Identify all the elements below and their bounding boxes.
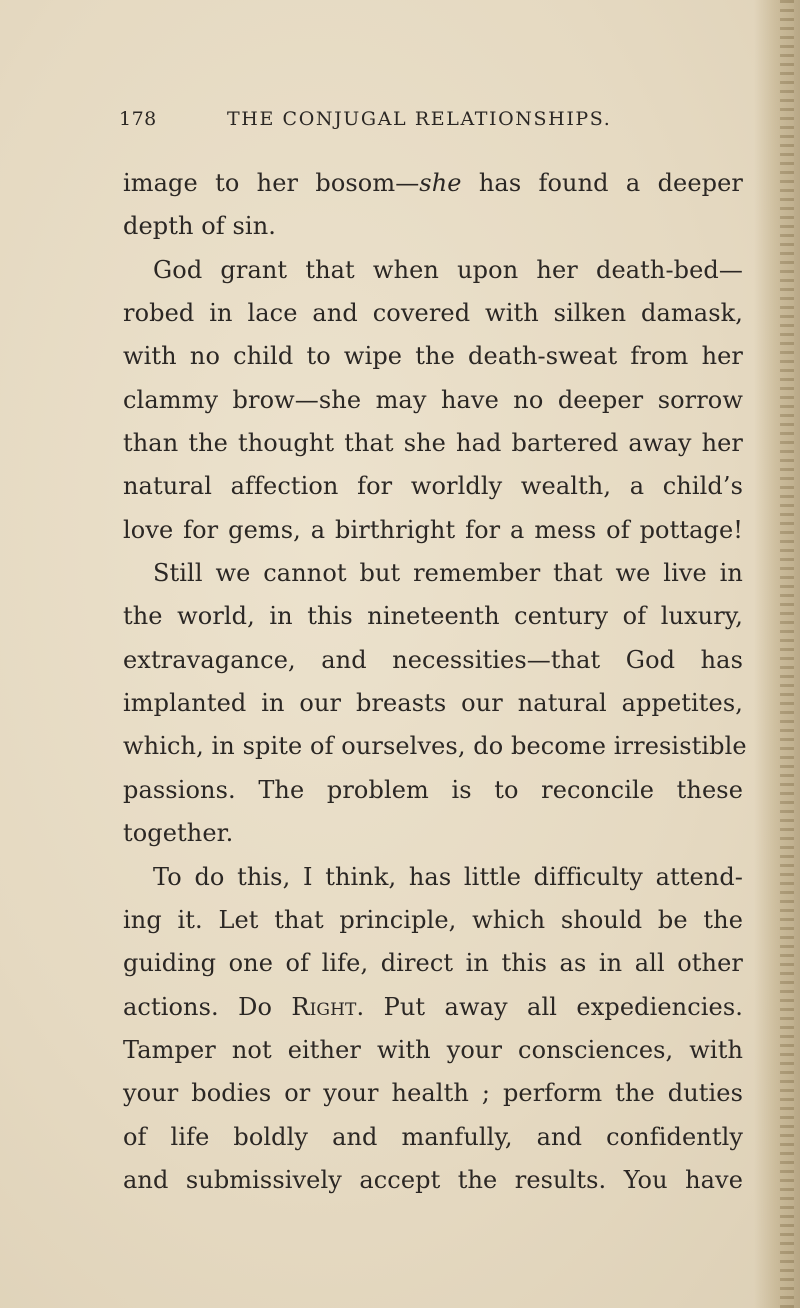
text-line-3: God grant that when upon her death-bed—	[153, 255, 743, 284]
text-line-11: the world, in this nineteenth century of luxury,	[123, 602, 743, 631]
text-line-6: clammy brow—she may have no deeper sorrow	[123, 385, 743, 414]
running-head: THE CONJUGAL RELATIONSHIPS.	[227, 108, 612, 130]
text-line-17: To do this, I think, has little difficulty attend-	[153, 862, 743, 891]
text-line-12: extravagance, and necessities—that God has	[123, 645, 743, 674]
text-line-1-italic: she	[419, 169, 462, 197]
text-line-16: together.	[123, 819, 234, 848]
text-line-5: with no child to wipe the death-sweat from her	[123, 342, 743, 371]
text-line-1	[123, 162, 743, 205]
text-line-4: robed in lace and covered with silken damask,	[123, 299, 743, 328]
text-line-8: natural affection for worldly wealth, a child’s	[123, 472, 743, 501]
page-header	[119, 108, 759, 138]
text-line-20	[123, 986, 743, 1029]
text-line-23: of life boldly and manfully, and confidently	[123, 1122, 743, 1151]
text-line-10: Still we cannot but remember that we live in	[153, 559, 743, 588]
text-line-1-after: has found a deeper	[461, 169, 743, 197]
text-line-20-smallcaps: Right	[291, 992, 357, 1021]
text-line-18: ing it. Let that principle, which should be the	[123, 905, 743, 934]
text-line-15: passions. The problem is to reconcile these	[123, 775, 743, 804]
text-line-9: love for gems, a birthright for a mess of pottage!	[123, 515, 743, 544]
text-line-20-after: . Put away all expediencies.	[356, 992, 743, 1021]
text-line-21: Tamper not either with your consciences, with	[123, 1035, 743, 1064]
page-edge-binding	[780, 0, 794, 1308]
text-line-22: your bodies or your health ; perform the duties	[123, 1079, 743, 1108]
text-line-19: guiding one of life, direct in this as in all other	[123, 949, 743, 978]
text-line-20-before: actions. Do	[123, 992, 292, 1021]
text-line-13: implanted in our breasts our natural appetites,	[123, 689, 743, 718]
page-number: 178	[119, 108, 157, 130]
text-line-24: and submissively accept the results. You have	[123, 1165, 743, 1194]
text-line-14: which, in spite of ourselves, do become irresistible	[123, 732, 747, 761]
text-line-7: than the thought that she had bartered away her	[123, 429, 743, 458]
body-text	[123, 162, 747, 1202]
text-line-1-before: image to her bosom—	[123, 169, 420, 197]
text-line-2: depth of sin.	[123, 212, 276, 241]
